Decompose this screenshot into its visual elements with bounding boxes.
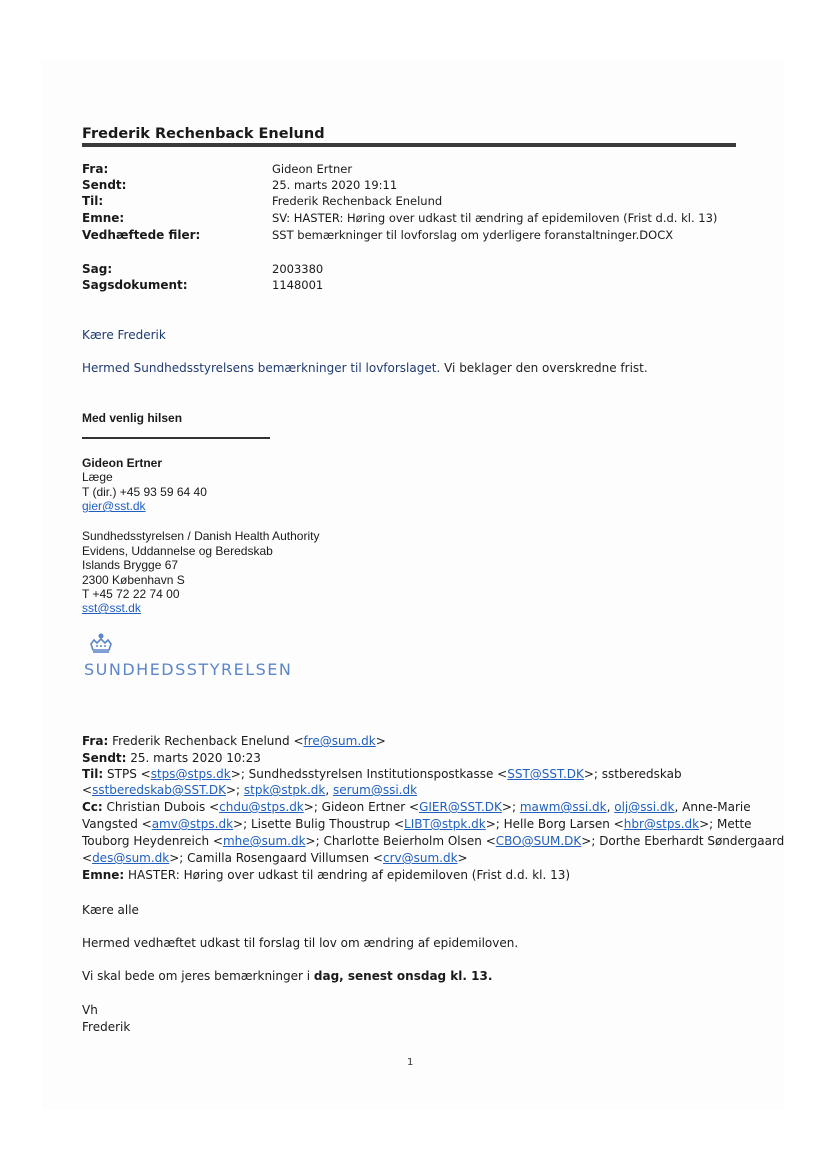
signature-rule [82,437,270,439]
fwd-til-email-link-2[interactable]: SST@SST.DK [507,767,584,781]
fwd-cc-text-4: , [606,800,615,814]
fwd-til-email-link-1[interactable]: stps@stps.dk [150,767,231,781]
fwd-cc-text-1: Christian Dubois < [106,800,220,814]
fwd-cc-email-link-4[interactable]: olj@ssi.dk [614,800,675,814]
body-part-3: Vi beklager den overskredne frist. [440,361,648,375]
fwd-til-text-6: , [325,783,333,797]
signature-city: 2300 København S [82,573,185,587]
fwd-fra-email-link[interactable]: fre@sum.dk [303,734,376,748]
fwd-paragraph-2 [82,968,492,985]
fwd-til-text-1: STPS < [107,767,151,781]
fwd-cc-line-2 [82,816,752,833]
fwd-cc-email-link-11[interactable]: crv@sum.dk [382,851,458,865]
closing: Med venlig hilsen [82,411,183,425]
fwd-til-email-link-4[interactable]: stpk@stpk.dk [243,783,326,797]
signature-org: Sundhedsstyrelsen / Danish Health Authority [82,529,320,543]
fwd-cc-email-link-2[interactable]: GIER@SST.DK [419,800,502,814]
fwd-paragraph-2-text: Vi skal bede om jeres bemærkninger i [82,969,314,983]
fwd-cc-text-14: >; Camilla Rosengaard Villumsen < [169,851,383,865]
fwd-sendt-line [82,750,261,767]
field-value-sagsdokument: 1148001 [272,278,324,292]
signature-name: Gideon Ertner [82,456,163,470]
fwd-emne-value: HASTER: Høring over udkast til ændring af epidemiloven (Frist d.d. kl. 13) [128,868,571,882]
document-title: Frederik Rechenback Enelund [82,126,325,142]
fwd-cc-email-link-9[interactable]: CBO@SUM.DK [495,834,582,848]
fwd-til-text-5: >; [225,783,244,797]
fwd-fra-label: Fra: [82,734,109,748]
fwd-til-line-2 [82,782,417,799]
fwd-cc-text-2: >; Gideon Ertner < [303,800,420,814]
field-value-til: Frederik Rechenback Enelund [272,194,443,208]
fwd-til-label: Til: [82,767,104,781]
fwd-sendt-value: 25. marts 2020 10:23 [130,751,261,765]
field-value-emne: SV: HASTER: Høring over udkast til ændring af epidemiloven (Frist d.d. kl. 13) [272,211,718,225]
title-rule [82,143,736,147]
fwd-cc-email-link-7[interactable]: hbr@stps.dk [623,817,700,831]
fwd-cc-text-15: > [457,851,468,865]
field-value-attachments: SST bemærkninger til lovforslag om yderligere foranstaltninger.DOCX [272,228,674,242]
fwd-cc-email-link-10[interactable]: des@sum.dk [92,851,170,865]
fwd-cc-text-3: >; [501,800,520,814]
field-label-sendt: Sendt: [82,178,127,192]
fwd-cc-email-link-8[interactable]: mhe@sum.dk [222,834,306,848]
fwd-cc-text-7: >; Lisette Bulig Thoustrup < [233,817,405,831]
fwd-cc-text-6: Vangsted < [82,817,152,831]
fwd-sign-name: Frederik [82,1020,131,1034]
fwd-fra-line [82,733,386,750]
signature-role: Læge [82,470,113,484]
field-value-sendt: 25. marts 2020 19:11 [272,178,398,192]
fwd-til-text-4: < [82,783,93,797]
field-label-emne: Emne: [82,211,125,225]
fwd-til-email-link-5[interactable]: serum@ssi.dk [332,783,418,797]
fwd-cc-text-11: >; Charlotte Beierholm Olsen < [305,834,496,848]
fwd-cc-email-link-5[interactable]: amv@stps.dk [151,817,234,831]
fwd-cc-text-13: < [82,851,93,865]
fwd-cc-text-10: Touborg Heydenreich < [82,834,223,848]
signature-dept: Evidens, Uddannelse og Beredskab [82,544,273,558]
fwd-paragraph-1: Hermed vedhæftet udkast til forslag til lov om ændring af epidemiloven. [82,936,519,950]
field-label-sagsdokument: Sagsdokument: [82,278,188,292]
fwd-emne-line [82,867,570,884]
field-label-attachments: Vedhæftede filer: [82,228,201,242]
fwd-cc-text-9: >; Mette [699,817,752,831]
fwd-cc-text-12: >; Dorthe Eberhardt Søndergaard [581,834,785,848]
fwd-emne-label: Emne: [82,868,125,882]
fwd-greeting: Kære alle [82,903,139,917]
body-part-1: Hermed [82,361,134,375]
crown-logo-icon [88,632,114,656]
signature-org-phone: T +45 72 22 74 00 [82,587,180,601]
fwd-cc-label: Cc: [82,800,103,814]
fwd-til-text-2: >; Sundhedsstyrelsen Institutionspostkasse < [230,767,508,781]
fwd-fra-end: > [375,734,386,748]
fwd-til-email-link-3[interactable]: sstberedskab@SST.DK [92,783,226,797]
fwd-cc-text-8: >; Helle Borg Larsen < [485,817,624,831]
fwd-sendt-label: Sendt: [82,751,127,765]
fwd-fra-value: Frederik Rechenback Enelund < [112,734,304,748]
fwd-sign-vh: Vh [82,1003,98,1017]
signature-street: Islands Brygge 67 [82,558,179,572]
fwd-cc-email-link-1[interactable]: chdu@stps.dk [219,800,304,814]
fwd-cc-line-4 [82,850,468,867]
body-paragraph [82,361,648,375]
signature-email-link[interactable]: gier@sst.dk [82,499,146,513]
fwd-til-text-3: >; sstberedskab [583,767,682,781]
fwd-til-line [82,766,682,783]
field-label-til: Til: [82,194,104,208]
fwd-cc-email-link-6[interactable]: LIBT@stpk.dk [404,817,486,831]
greeting: Kære Frederik [82,328,166,342]
signature-org-email-link[interactable]: sst@sst.dk [82,601,141,615]
signature-phone: T (dir.) +45 93 59 64 40 [82,485,207,499]
fwd-cc-text-5: , Anne-Marie [674,800,751,814]
page-number: 1 [407,1057,414,1068]
field-value-sag: 2003380 [272,262,324,276]
fwd-cc-line-3 [82,833,784,850]
body-part-2: Sundhedsstyrelsens bemærkninger til lovforslaget. [133,361,441,375]
field-label-sag: Sag: [82,262,113,276]
fwd-cc-email-link-3[interactable]: mawm@ssi.dk [519,800,607,814]
field-label-fra: Fra: [82,162,109,176]
logo-wordmark: SUNDHEDSSTYRELSEN [84,660,293,679]
fwd-cc-line-1 [82,799,751,816]
fwd-paragraph-2-bold: dag, senest onsdag kl. 13. [313,969,493,983]
field-value-fra: Gideon Ertner [272,162,353,176]
